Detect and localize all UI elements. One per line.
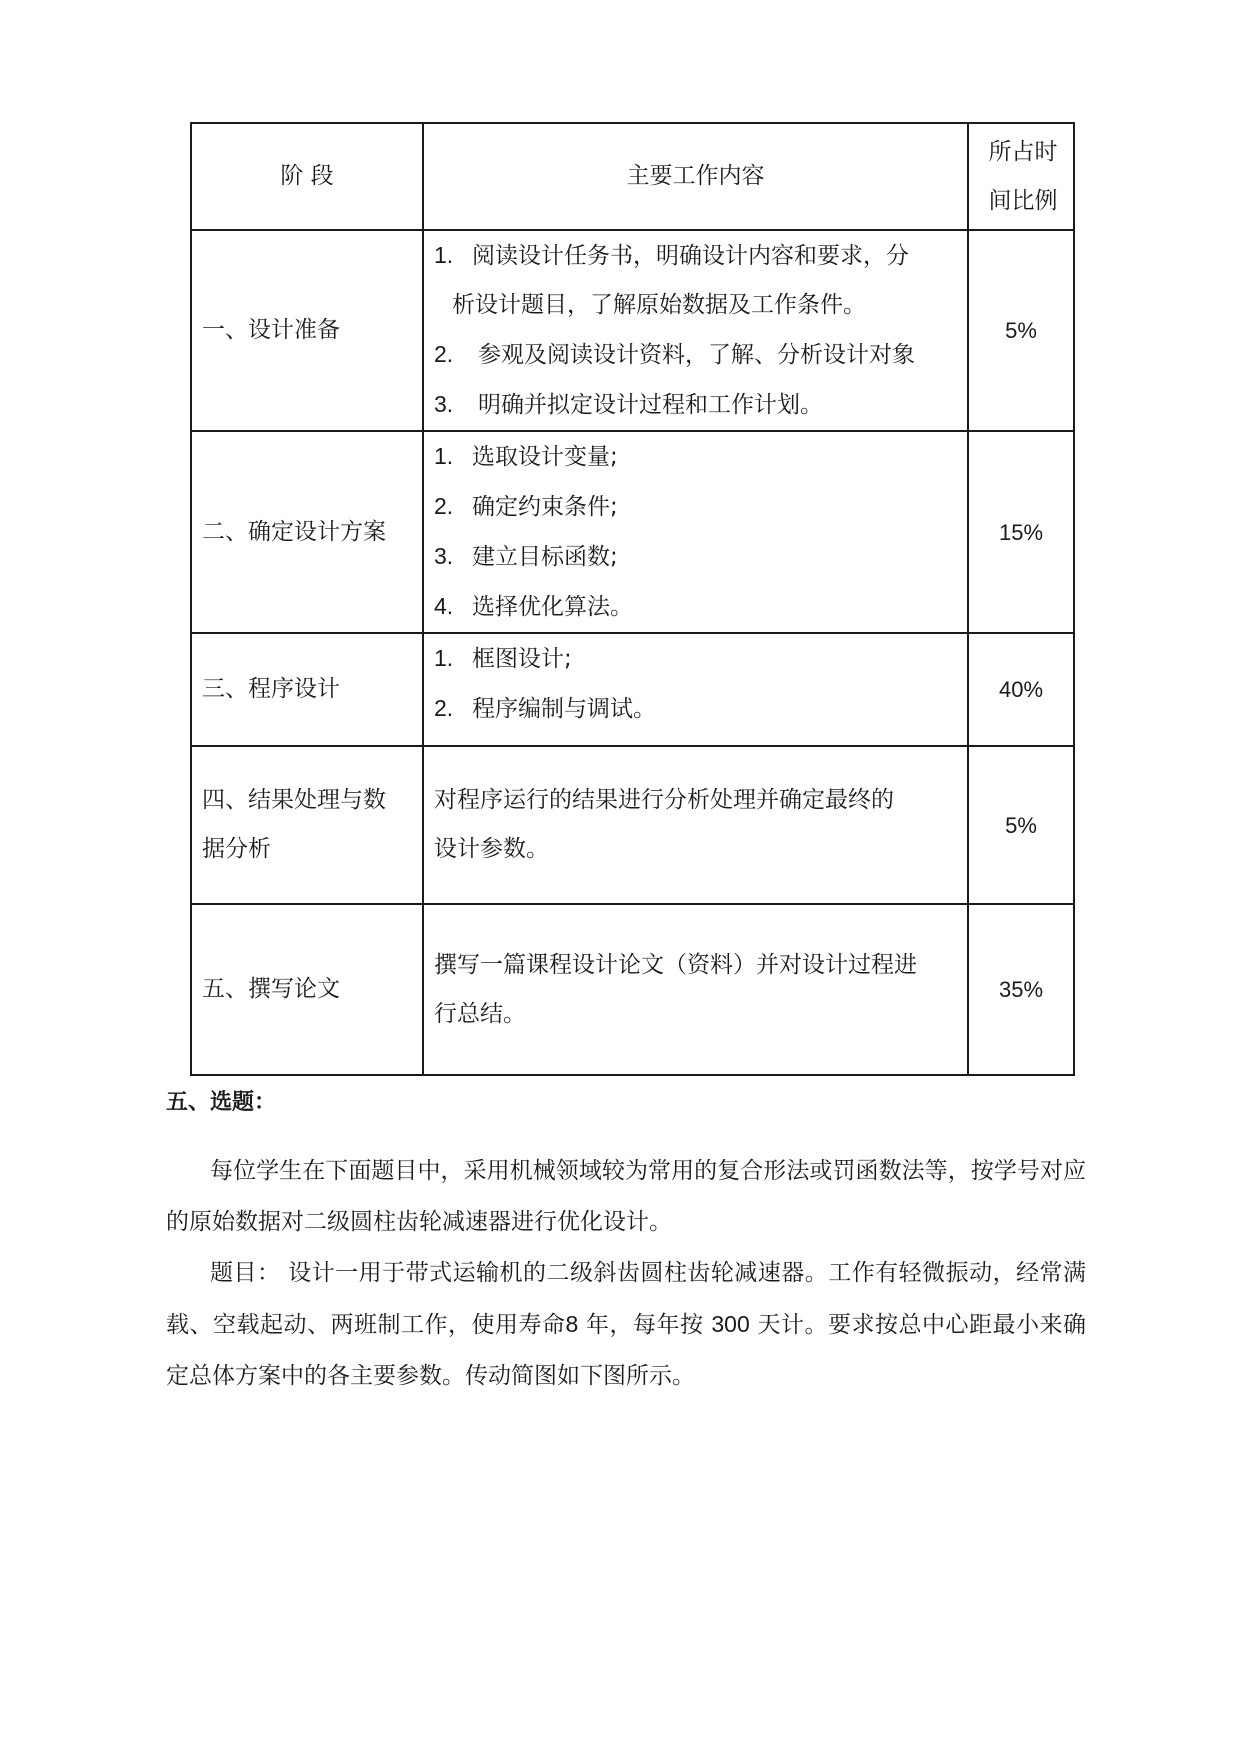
table-header-row [191, 123, 1074, 230]
stage-cell: 五、撰写论文 [191, 904, 423, 1075]
item-number: 2. [434, 341, 454, 367]
list-item [434, 634, 957, 684]
list-item [434, 380, 957, 430]
item-text: 程序编制与调试。 [472, 696, 656, 722]
header-ratio [968, 123, 1074, 230]
item-number: 1. [434, 443, 454, 469]
item-text: 框图设计; [472, 646, 572, 672]
table-row [191, 230, 1074, 431]
item-text: 参观及阅读设计资料，了解、分析设计对象 [478, 342, 915, 368]
content-line: 撰写一篇课程设计论文（资料）并对设计过程进 [434, 951, 917, 978]
stage-line: 四、结果处理与数 [202, 787, 386, 813]
ratio-cell: 15% [968, 431, 1074, 633]
stage-cell: 三、程序设计 [191, 633, 423, 746]
content-line: 设计参数。 [434, 836, 549, 862]
table-row [191, 431, 1074, 633]
header-stage: 阶 段 [191, 123, 423, 230]
item-text: 选取设计变量; [472, 444, 618, 470]
item-text: 建立目标函数; [472, 544, 618, 570]
stage-cell: 一、设计准备 [191, 230, 423, 431]
item-text: 明确并拟定设计过程和工作计划。 [478, 392, 823, 418]
ratio-cell: 5% [968, 230, 1074, 431]
ratio-cell: 40% [968, 633, 1074, 746]
list-item [434, 684, 957, 734]
item-number: 2. [434, 493, 454, 519]
topic-text-a: 题目： 设计一用于带式运输机的二级斜齿圆柱齿轮减速器。工作有轻微振动，经常满载、空载起动、两班制工作，使用寿命 [166, 1260, 1086, 1338]
item-text: 选择优化算法。 [472, 594, 633, 620]
header-ratio-line1: 所占时 [988, 138, 1058, 165]
ratio-cell: 35% [968, 904, 1074, 1075]
content-cell [423, 230, 968, 431]
stage-line: 据分析 [202, 836, 271, 862]
table-row [191, 746, 1074, 904]
item-number: 1. [434, 645, 454, 671]
paragraph-text: 每位学生在下面题目中，采用机械领域较为常用的复合形法或罚函数法等，按学号对应的原始数据对二级圆柱齿轮减速器进行优化设计。 [166, 1158, 1086, 1235]
stage-cell [191, 746, 423, 904]
content-line: 行总结。 [434, 1000, 526, 1027]
days-per-year: 300 [711, 1311, 750, 1337]
service-years: 8 [565, 1311, 579, 1337]
item-number: 3. [434, 543, 454, 569]
paragraph-topic [166, 1248, 1086, 1402]
list-item [434, 330, 957, 380]
item-text: 阅读设计任务书，明确设计内容和要求，分 [472, 243, 909, 269]
list-item [434, 582, 957, 632]
topic-text-b: 年，每年按 [578, 1312, 712, 1338]
table-row [191, 904, 1074, 1075]
paragraph-text [166, 1248, 1086, 1402]
content-cell [423, 746, 968, 904]
section-title: 五、选题： [166, 1090, 277, 1115]
item-number: 3. [434, 391, 454, 417]
item-number: 1. [434, 242, 454, 268]
ratio-cell: 5% [968, 746, 1074, 904]
list-item [434, 432, 957, 482]
content-line: 对程序运行的结果进行分析处理并确定最终的 [434, 787, 894, 813]
item-number: 4. [434, 593, 454, 619]
paragraph-selection-method [166, 1146, 1086, 1248]
header-ratio-line2: 间比例 [988, 187, 1058, 214]
table-row [191, 633, 1074, 746]
list-item [434, 482, 957, 532]
schedule-table [190, 122, 1075, 1076]
item-text: 确定约束条件; [472, 494, 618, 520]
content-cell [423, 904, 968, 1075]
list-item [434, 532, 957, 582]
content-cell [423, 431, 968, 633]
topic-text-c: 天计。要求按总中心距最小来确定总体方案中的各主要参数。传动简图如下图所示。 [166, 1312, 1087, 1389]
stage-cell: 二、确定设计方案 [191, 431, 423, 633]
item-text: 析设计题目，了解原始数据及工作条件。 [452, 292, 866, 318]
header-content: 主要工作内容 [423, 123, 968, 230]
item-number: 2. [434, 695, 454, 721]
list-item [434, 281, 957, 330]
content-cell [423, 633, 968, 746]
list-item [434, 231, 957, 281]
